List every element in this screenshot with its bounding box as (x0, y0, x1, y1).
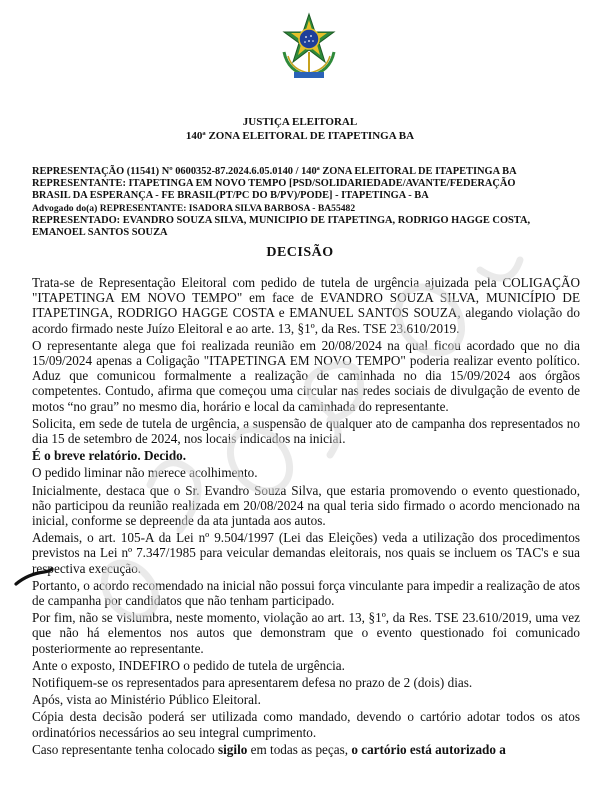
paragraph: O representante alega que foi realizada reunião em 20/08/2024 na qual ficou acordado que no dia 15/09/2024 apenas a Coligação "ITAPETINGA EM NOVO TEMPO" poderia realizar evento político. Aduz que comunicou formalmente a realização de caminhada no dia 15/09/2024 aos órgãos competentes. Contudo, afirma que começou uma circular nas redes sociais de divulgação de evento de motos “no grau” no mesmo dia, horário e local da caminhada do representante. (32, 337, 580, 414)
court-zone: 140ª ZONA ELEITORAL DE ITAPETINGA BA (185, 130, 415, 142)
text-run-bold: o cartório está autorizado a (351, 741, 506, 757)
paragraph-last (32, 742, 580, 757)
paragraph: Trata-se de Representação Eleitoral com pedido de tutela de urgência ajuizada pela COLIGAÇÃO "ITAPETINGA EM NOVO TEMPO" em face de EVANDRO SOUZA SILVA, MUNICÍPIO DE ITAPETINGA, RODRIGO HAGGE COSTA e EMANUEL SANTOS SOUZA, alegando violação do acordo firmado neste Juízo Eleitoral e ao arte. 13, §1º, da Res. TSE 23.610/2019. (32, 275, 580, 336)
paragraph: Após, vista ao Ministério Público Eleitoral. (32, 692, 261, 708)
text-run: em todas as peças, (247, 741, 352, 757)
paragraph: Cópia desta decisão poderá ser utilizada como mandado, devendo o cartório adotar todos os atos ordinatórios necessários ao seu integral cumprimento. (32, 709, 580, 740)
case-line: REPRESENTANTE: ITAPETINGA EM NOVO TEMPO [PSD/SOLIDARIEDADE/AVANTE/FEDERAÇÃO (32, 178, 516, 190)
ink-mark-icon (14, 566, 54, 588)
text-run: Caso representante tenha colocado (32, 741, 219, 757)
case-line: BRASIL DA ESPERANÇA - FE BRASIL(PT/PC DO B/PV)/PODE] - ITAPETINGA - BA (32, 190, 429, 202)
paragraph: Inicialmente, destaca que o Sr. Evandro Souza Silva, que estaria promovendo o evento questionado, não participou da reunião realizada em 20/08/2024 na qual teria sido firmado o acordo mencionado na inicial, conforme se depreende da ata juntada aos autos. (32, 482, 580, 529)
document-title: DECISÃO (266, 245, 334, 260)
paragraph: Por fim, não se vislumbra, neste momento, violação ao art. 13, §1º, da Res. TSE 23.610/2019, uma vez que não há elementos nos autos que demonstram que o evento questionado foi comunicado posteriormente ao representante. (32, 610, 580, 656)
court-name: JUSTIÇA ELEITORAL (242, 116, 358, 128)
paragraph: Solicita, em sede de tutela de urgência, a suspensão de qualquer ato de campanha dos representados no dia 15 de setembro de 2024, nos locais indicados na inicial. (32, 415, 580, 447)
case-line: EMANOEL SANTOS SOUZA (32, 227, 168, 239)
paragraph: Notifiquem-se os representados para apresentarem defesa no prazo de 2 (dois) dias. (32, 675, 473, 691)
paragraph: O pedido liminar não merece acolhimento. (32, 465, 258, 481)
paragraph-report: É o breve relatório. Decido. (32, 448, 187, 464)
case-header (32, 166, 572, 239)
paragraph: Ante o exposto, INDEFIRO o pedido de tutela de urgência. (32, 657, 345, 673)
case-line: REPRESENTAÇÃO (11541) Nº 0600352-87.2024.6.05.0140 / 140ª ZONA ELEITORAL DE ITAPETINGA BA (32, 166, 517, 177)
paragraph: Portanto, o acordo recomendado na inicial não possui força vinculante para impedir a realização de atos de campanha por candidatos que não tenham participado. (32, 577, 580, 609)
coat-of-arms-icon (278, 12, 340, 84)
case-line: REPRESENTADO: EVANDRO SOUZA SILVA, MUNICIPIO DE ITAPETINGA, RODRIGO HAGGE COSTA, (32, 214, 531, 226)
paragraph: Ademais, o art. 105-A da Lei nº 9.504/1997 (Lei das Eleições) veda a utilização dos procedimentos previstos na Lei nº 7.347/1985 para veicular demandas eleitorais, nos quais se incluem os TAC's e sua respectiva execução. (32, 530, 580, 576)
case-line: Advogado do(a) REPRESENTANTE: ISADORA SILVA BARBOSA - BA55482 (32, 202, 356, 214)
decision-body (32, 275, 580, 759)
text-run-bold: sigilo (218, 741, 248, 757)
